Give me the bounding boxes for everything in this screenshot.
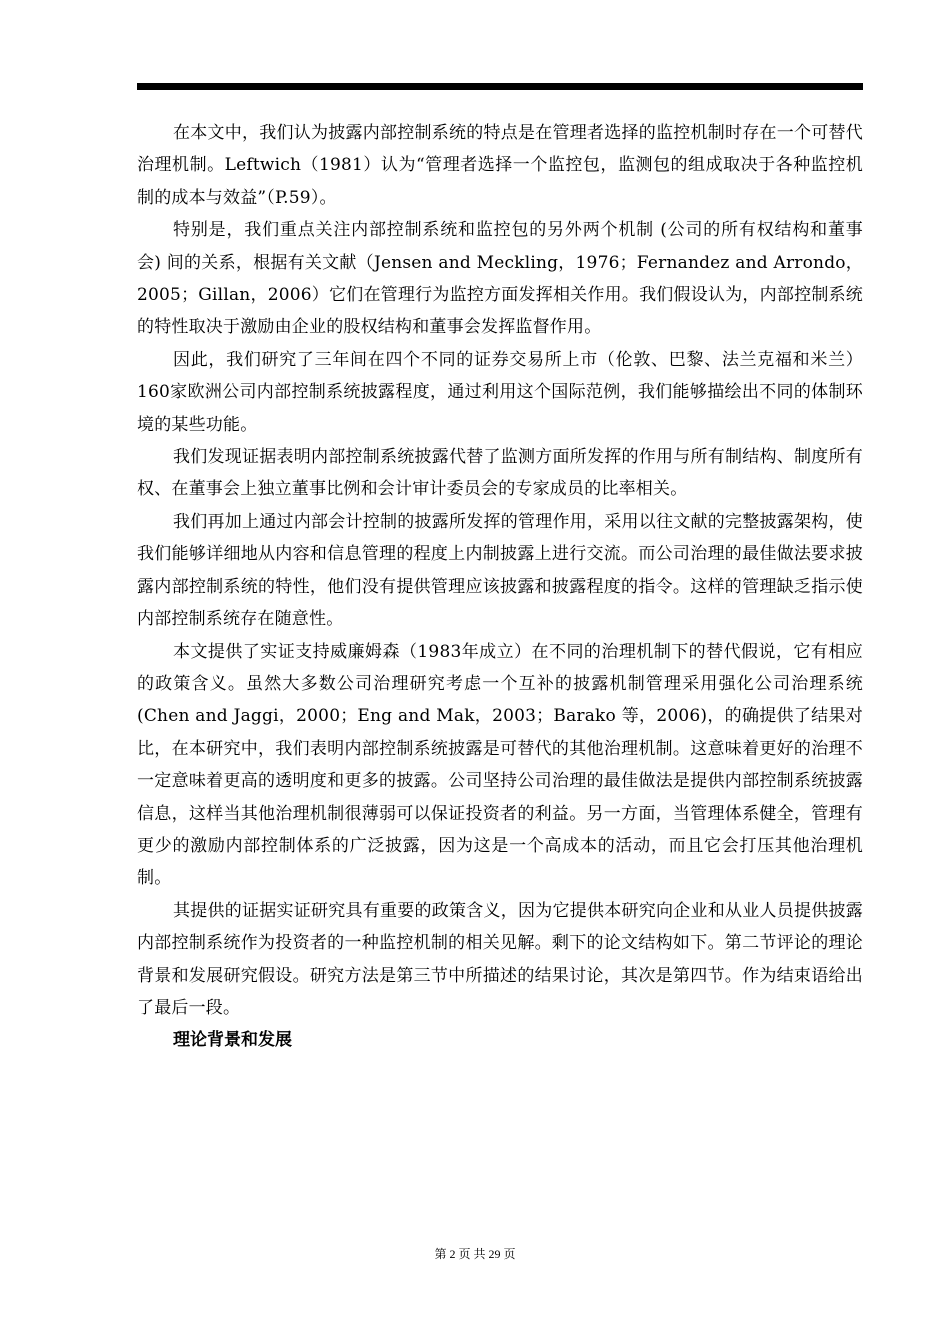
paragraph-1: 在本文中，我们认为披露内部控制系统的特点是在管理者选择的监控机制时存在一个可替代治理机制。Leftwich（1981）认为“管理者选择一个监控包，监测包的组成取决于各种监控机制的成本与效益”（P.59）。 xyxy=(137,123,863,208)
header-rule xyxy=(137,83,863,90)
document-body xyxy=(137,117,863,1057)
page-number-footer: 第 2 页 共 29 页 xyxy=(434,1247,516,1261)
paragraph-5: 我们再加上通过内部会计控制的披露所发挥的管理作用，采用以往文献的完整披露架构，使我们能够详细地从内容和信息管理的程度上内制披露上进行交流。而公司治理的最佳做法要求披露内部控制系统的特性，他们没有提供管理应该披露和披露程度的指令。这样的管理缺乏指示使内部控制系统存在随意性。 xyxy=(137,511,863,630)
paragraph-2: 特别是，我们重点关注内部控制系统和监控包的另外两个机制 (公司的所有权结构和董事会) 间的关系，根据有关文献（Jensen and Meckling，1976；Fernandez and Arrondo，2005；Gillan，2006）它们在管理行为监控方面发挥相关作用。我们假设认为，内部控制系统的特性取决于激励由企业的股权结构和董事会发挥监督作用。 xyxy=(137,220,863,338)
paragraph-6: 本文提供了实证支持威廉姆森（1983年成立）在不同的治理机制下的替代假说，它有相应的政策含义。虽然大多数公司治理研究考虑一个互补的披露机制管理采用强化公司治理系统(Chen and Jaggi，2000；Eng and Mak，2003；Barako 等，2006)，的确提供了结果对比，在本研究中，我们表明内部控制系统披露是可替代的其他治理机制。这意味着更好的治理不一定意味着更高的透明度和更多的披露。公司坚持公司治理的最佳做法是提供内部控制系统披露信息，这样当其他治理机制很薄弱可以保证投资者的利益。另一方面，当管理体系健全，管理有更少的激励内部控制体系的广泛披露，因为这是一个高成本的活动，而且它会打压其他治理机制。 xyxy=(137,641,863,889)
paragraph-4: 我们发现证据表明内部控制系统披露代替了监测方面所发挥的作用与所有制结构、制度所有权、在董事会上独立董事比例和会计审计委员会的专家成员的比率相关。 xyxy=(137,447,863,500)
section-heading: 理论背景和发展 xyxy=(173,1030,292,1051)
paragraph-7: 其提供的证据实证研究具有重要的政策含义，因为它提供本研究向企业和从业人员提供披露内部控制系统作为投资者的一种监控机制的相关见解。剩下的论文结构如下。第二节评论的理论背景和发展研究假设。研究方法是第三节中所描述的结果讨论，其次是第四节。作为结束语给出了最后一段。 xyxy=(137,900,863,1018)
paragraph-3: 因此，我们研究了三年间在四个不同的证券交易所上市（伦敦、巴黎、法兰克福和米兰）160家欧洲公司内部控制系统披露程度，通过利用这个国际范例，我们能够描绘出不同的体制环境的某些功能。 xyxy=(137,349,863,435)
